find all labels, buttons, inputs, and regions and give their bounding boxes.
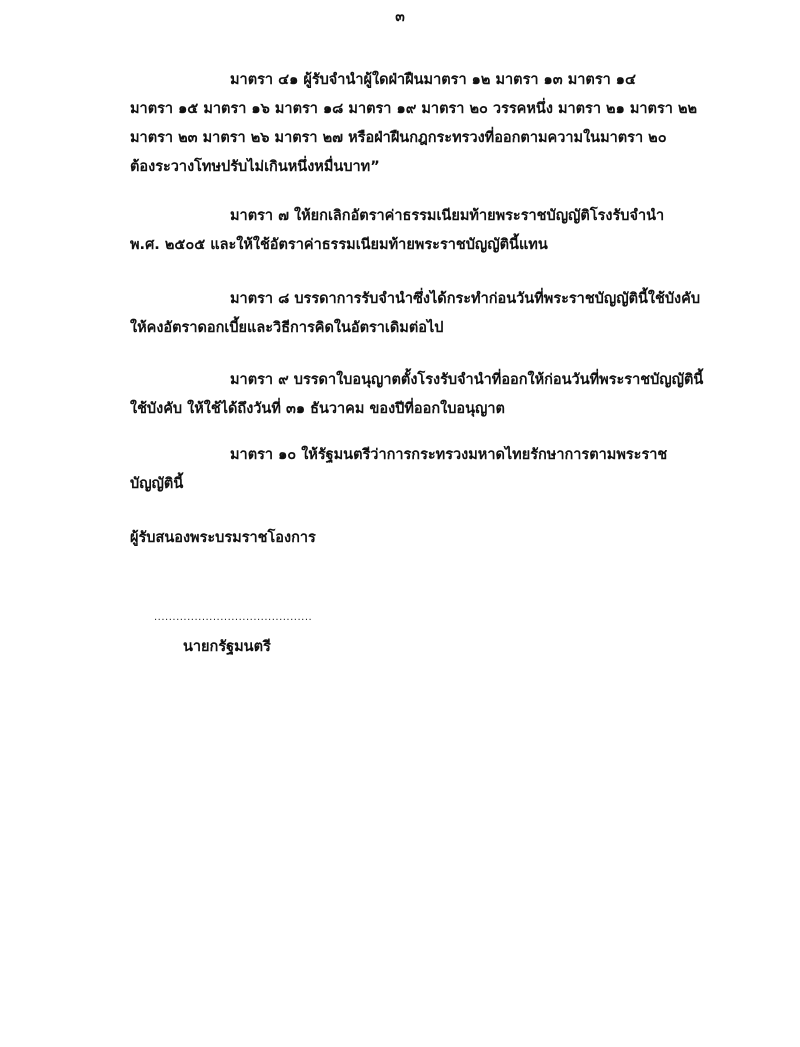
signature-line: ...........................................: [154, 612, 313, 623]
paragraph-line: มาตรา ๗ ให้ยกเลิกอัตราค่าธรรมเนียมท้ายพระราชบัญญัติโรงรับจำนำ: [230, 208, 665, 224]
section-7-paragraph: [130, 202, 710, 260]
countersign-label: ผู้รับสนองพระบรมราชโองการ: [130, 530, 316, 546]
paragraph-line: มาตรา ๒๓ มาตรา ๒๖ มาตรา ๒๗ หรือฝ่าฝืนกฎกระทรวงที่ออกตามความในมาตรา ๒๐: [130, 130, 667, 146]
paragraph-line: พ.ศ. ๒๕๐๕ และให้ใช้อัตราค่าธรรมเนียมท้ายพระราชบัญญัตินี้แทน: [130, 237, 548, 253]
paragraph-line: มาตรา ๘ บรรดาการรับจำนำซึ่งได้กระทำก่อนวันที่พระราชบัญญัตินี้ใช้บังคับ: [230, 291, 701, 307]
paragraph-line: ให้คงอัตราดอกเบี้ยและวิธีการคิดในอัตราเดิมต่อไป: [130, 320, 444, 336]
section-9-paragraph: [130, 366, 710, 424]
section-10-paragraph: [130, 441, 710, 499]
paragraph-line: ใช้บังคับ ให้ใช้ได้ถึงวันที่ ๓๑ ธันวาคม ของปีที่ออกใบอนุญาต: [130, 401, 505, 417]
section-8-paragraph: [130, 285, 710, 343]
paragraph-line: บัญญัตินี้: [130, 476, 184, 492]
paragraph-line: มาตรา ๔๑ ผู้รับจำนำผู้ใดฝ่าฝืนมาตรา ๑๒ มาตรา ๑๓ มาตรา ๑๔: [230, 72, 636, 88]
paragraph-line: มาตรา ๑๕ มาตรา ๑๖ มาตรา ๑๘ มาตรา ๑๙ มาตรา ๒๐ วรรคหนึ่ง มาตรา ๒๑ มาตรา ๒๒: [130, 101, 698, 117]
page-number: ๓: [395, 9, 405, 25]
paragraph-line: ต้องระวางโทษปรับไม่เกินหนึ่งหมื่นบาท”: [130, 159, 380, 175]
signatory-title: นายกรัฐมนตรี: [183, 639, 271, 655]
paragraph-line: มาตรา ๙ บรรดาใบอนุญาตตั้งโรงรับจำนำที่ออกให้ก่อนวันที่พระราชบัญญัตินี้: [230, 372, 704, 388]
section-41-paragraph: [130, 66, 710, 182]
paragraph-line: มาตรา ๑๐ ให้รัฐมนตรีว่าการกระทรวงมหาดไทยรักษาการตามพระราช: [230, 447, 668, 463]
